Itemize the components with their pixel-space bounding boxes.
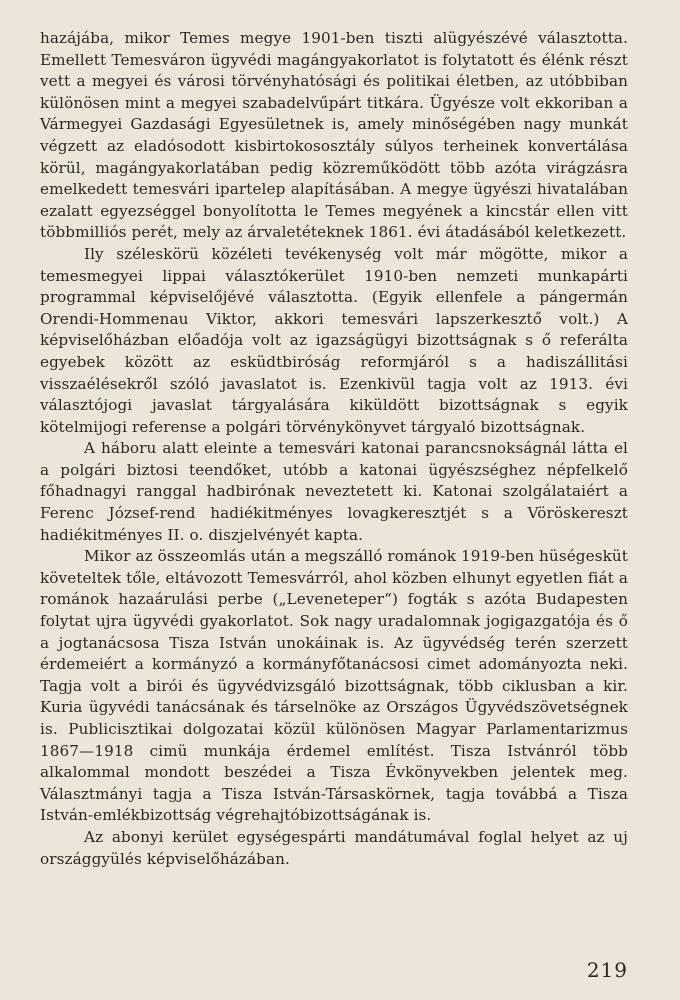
paragraph-1: hazájába, mikor Temes megye 1901-ben tiszti alügyészévé választotta. Emellett Temesváron ügyvédi magángyakorlatot is folytatott és élénk részt vett a megyei és városi törvényhatósági és politikai életben, az utóbbiban különösen mint a megyei szabadelvűpárt titkára. Ügyésze volt ekkoriban a Vármegyei Gazdasági Egyesületnek is, amely minőségében nagy munkát végzett az eladósodott kisbirtokososztály súlyos terheinek konvertálása körül, magángyakorlatában pedig közreműködött több azóta virágzásra emelkedett temesvári ipartelep alapításában. A megye ügyészi hivatalában ezalatt egyezséggel bonyolította le Temes megyének a kincstár ellen vitt többmilliós perét, mely az árvaletéteknek 1861. évi átadásából keletkezett. [40, 29, 628, 242]
paragraph-4: Mikor az összeomlás után a megszálló románok 1919-ben hüségesküt követeltek tőle, eltávozott Temesvárról, ahol közben elhunyt egyetlen fiát a románok hazaárulási perbe („Leveneteper“) fogták s azóta Budapesten folytat ujra ügyvédi gyakorlatot. Sok nagy uradalomnak jogigazgatója és ő a jogtanácsosa Tisza István unokáinak is. Az ügyvédség terén szerzett érdemeiért a kormányzó a kormányfőtanácsosi cimet adományozta neki. Tagja volt a birói és ügyvédvizsgáló bizottságnak, több ciklusban a kir. Kuria ügyvédi tanácsának és társelnöke az Országos Ügyvédszövetségnek is. Publicisztikai dolgozatai közül különösen Magyar Parlamentarizmus 1867—1918 cimü munkája érdemel említést. Tisza Istvánról több alkalommal mondott beszédei a Tisza Évkönyvekben jelentek meg. Választmányi tagja a Tisza István-Társaskörnek, tagja továbbá a Tisza István-emlékbizottság végrehajtóbizottságának is. [40, 547, 628, 825]
paragraph-2: Ily széleskörü közéleti tevékenység volt már mögötte, mikor a temesmegyei lippai választókerület 1910-ben nemzeti munkapárti programmal képviselőjévé választotta. (Egyik ellenfele a pángermán Orendi-Hommenau Viktor, akkori temesvári lapszerkesztő volt.) A képviselőházban előadója volt az igazságügyi bizottságnak s ő referálta egyebek között az esküdtbiróság reformjáról s a hadiszállitási visszaélésekről szóló javaslatot is. Ezenkivül tagja volt az 1913. évi választójogi javaslat tárgyalására kiküldött bizottságnak s egyik kötelmijogi referense a polgári törvénykönyvet tárgyaló bizottságnak. [40, 244, 628, 436]
paragraph-3: A háboru alatt eleinte a temesvári katonai parancsnokságnál látta el a polgári biztosi teendőket, utóbb a katonai ügyészséghez népfelkelő főhadnagyi ranggal hadbirónak neveztetett ki. Katonai szolgálataiért a Ferenc József-rend hadiékitményes lovagkeresztjét s a Vöröskereszt hadiékitményes II. o. diszjelvényét kapta. [40, 439, 628, 544]
body-text [40, 28, 628, 870]
paragraph-5: Az abonyi kerület egységespárti mandátumával foglal helyet az uj országgyülés képviselőházában. [40, 827, 628, 868]
page-number: 219 [586, 958, 628, 982]
